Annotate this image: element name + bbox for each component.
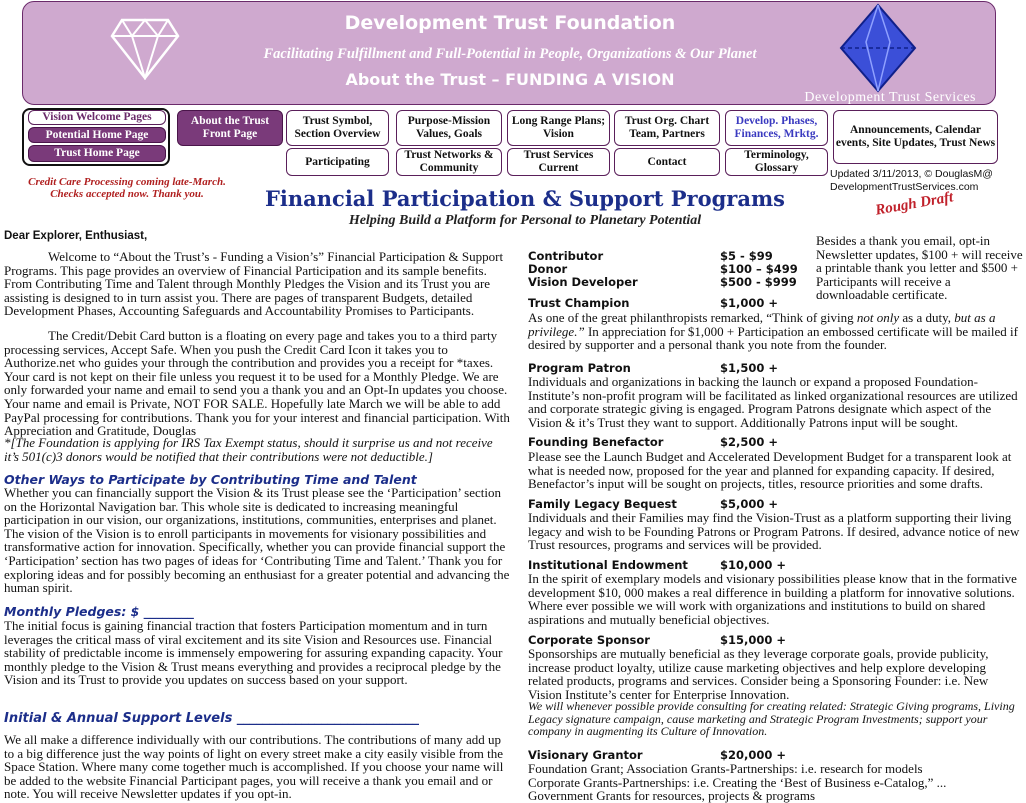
nav-announcements[interactable]: Announcements, Calendar events, Site Updates, Trust News — [833, 110, 998, 164]
nav-vision-welcome[interactable]: Vision Welcome Pages — [28, 110, 166, 125]
credit-paragraph: The Credit/Debit Card button is a floating on every page and takes you to a third party processing services, Accept Safe. When you push the Credit Card Icon it takes you to Authorize.net who guides your through the contribution and provides you a receipt for *taxes. Your card is not kept on their file unless you request it to be used for a Monthly Pledge. We are only forwarded your name and email to send you a thank you and an Opt-In updates you choose. Your name and email is Private, NOT FOR SALE. Hopefully late March we will be able to add PayPal processing for contributions. Thank you for your interest and financial participation. With Appreciation and Gratitude, Douglas — [4, 328, 510, 439]
level-vision-developer-amount: $500 - $999 — [720, 275, 797, 289]
level-champion-amount: $1,000 + — [720, 296, 779, 310]
nav-trust-symbol[interactable]: Trust Symbol, Section Overview — [286, 110, 389, 146]
level-benefactor-amount: $2,500 + — [720, 435, 779, 449]
benefit-side-note: Besides a thank you email, opt-in Newsletter updates, $100 + will receive a printable thank you letter and $500 + Participants will receive a downloadable certificate. — [816, 233, 1023, 303]
level-contributor: Contributor — [528, 249, 604, 263]
section-title: About the Trust – FUNDING A VISION — [345, 70, 675, 89]
level-sponsor-amount: $15,000 + — [720, 633, 787, 647]
level-grantor: Visionary Grantor — [528, 748, 643, 762]
level-family: Family Legacy Bequest — [528, 497, 677, 511]
heading-monthly: Monthly Pledges: $ ________ — [4, 604, 194, 619]
site-title: Development Trust Foundation — [344, 12, 676, 34]
level-grantor-amount: $20,000 + — [720, 748, 787, 762]
grantor-line: Foundation Grant; Association Grants-Partnerships: i.e. research for models — [528, 761, 923, 776]
sponsor-italic-text: We will whenever possible provide consulting for creating related: Strategic Giving programs, Living Legacy signature campaign, cause marketing and Strategic Program Investments; support your company in augmenting its Culture of Innovation. — [528, 699, 1015, 739]
nav-long-range[interactable]: Long Range Plans; Vision — [507, 110, 610, 146]
page-title: Financial Participation & Support Programs — [265, 186, 785, 211]
heading-initial-annual: Initial & Annual Support Levels ____________________________ — [4, 711, 419, 726]
level-patron: Program Patron — [528, 361, 631, 375]
salutation: Dear Explorer, Enthusiast, — [4, 230, 148, 242]
level-donor-amount: $100 – $499 — [720, 262, 798, 276]
credit-notice: Credit Care Processing coming late-March. Checks accepted now. Thank you. — [28, 176, 226, 200]
benefactor-text: Please see the Launch Budget and Accelerated Development Budget for a transparent look at what is needed now, proposed for the year and planned for expanding capacity. If desired, Benefactor’s input will be sought on projects, titles, resource priorities and some drafts. — [528, 449, 1012, 492]
site-subtitle: Facilitating Fulfillment and Full-Potential in People, Organizations & Our Planet — [263, 46, 757, 62]
nav-contact[interactable]: Contact — [614, 148, 720, 176]
rough-draft-stamp: Rough Draft — [874, 189, 955, 219]
level-endowment: Institutional Endowment — [528, 558, 688, 572]
nav-terminology[interactable]: Terminology, Glossary — [725, 148, 828, 176]
level-sponsor: Corporate Sponsor — [528, 633, 650, 647]
level-champion: Trust Champion — [528, 296, 630, 310]
level-contributor-amount: $5 - $99 — [720, 249, 773, 263]
endowment-text: In the spirit of exemplary models and visionary possibilities please know that in the formative development $10, 000 makes a real difference in building a platform for innovative solutions. Where ever possible we will work with organizations and institutions to build on shared aspirations and mutually beneficial objectives. — [528, 571, 1017, 627]
nav-trust-home[interactable]: Trust Home Page — [28, 145, 166, 162]
updated-note: Updated 3/11/2013, © DouglasM@ DevelopmentTrustServices.com — [830, 168, 993, 193]
level-benefactor: Founding Benefactor — [528, 435, 664, 449]
grantor-line: Corporate Grants-Partnerships: i.e. Creating the ‘Best of Business e-Catalog,” ... — [528, 775, 947, 790]
level-endowment-amount: $10,000 + — [720, 558, 787, 572]
level-vision-developer: Vision Developer — [528, 275, 638, 289]
nav-participating[interactable]: Participating — [286, 148, 389, 176]
family-text: Individuals and their Families may find the Vision-Trust as a platform supporting their living legacy and wish to be Founding Patrons or Program Patrons. If desired, advance notice of new Trust resources, programs and services will be provided. — [528, 510, 1020, 553]
sponsor-text: Sponsorships are mutually beneficial as they leverage corporate goals, provide publicity, increase product loyalty, utilize cause marketing objectives and help explore developing related products, programs and services. Consider being a Sponsoring Founder: i.e. New Vision Institute’s center for Enterprise Innovation. — [528, 646, 989, 702]
nav-potential-home[interactable]: Potential Home Page — [28, 127, 166, 143]
nav-trust-networks[interactable]: Trust Networks & Community — [396, 148, 502, 176]
grantor-line: Government Grants for resources, projects & programs — [528, 788, 815, 803]
nav-org-chart[interactable]: Trust Org. Chart Team, Partners — [614, 110, 720, 146]
nav-purpose-mission[interactable]: Purpose-Mission Values, Goals — [396, 110, 502, 146]
level-family-amount: $5,000 + — [720, 497, 779, 511]
services-brand: Development Trust Services — [804, 90, 976, 105]
level-donor: Donor — [528, 262, 568, 276]
page-tagline: Helping Build a Platform for Personal to Planetary Potential — [348, 213, 702, 228]
monthly-paragraph: The initial focus is gaining financial traction that fosters Participation momentum and in turn leverages the critical mass of viral excitement and its site Vision and Resources use. Financial stability of predictable income is immensely empowering for assuring expanding capacity. Your monthly pledge to the Vision & Trust means everything and provides a reciprocal pledge by the Vision and its Trust to provide you updates on success based on your support. — [4, 618, 503, 688]
level-patron-amount: $1,500 + — [720, 361, 779, 375]
patron-text: Individuals and organizations in backing the launch or expand a proposed Foundation-Institute’s non-profit program will be facilitated as linked organizational resources are utilized and corporate strategic giving is engaged. Program Patrons designate which aspect of the Vision & it’s Trust they want to support. Additionally Patrons input will be sought. — [528, 374, 1018, 430]
nav-trust-services[interactable]: Trust Services Current — [507, 148, 610, 176]
other-ways-paragraph: Whether you can financially support the Vision & its Trust please see the ‘Participation’ section on the Horizontal Navigation bar. This whole site is dedicated to increasing meaningful participation in our vision, our organizations, institutions, communities, enterprises and planet. The vision of the Vision is to enroll participants in movements for visionary possibilities and transformative action for innovation. Specifically, whether you can provide financial support the ‘Participation’ section has two pages of ideas for ‘Contributing Time and Talent.’ Thank you for exploring ideas and for possibly becoming an enthusiast for a greater potential and advancing the human spirit. — [4, 485, 510, 596]
heading-other-ways: Other Ways to Participate by Contributing Time and Talent — [4, 472, 417, 487]
initial-paragraph: We all make a difference individually with our contributions. The contributions of many add up to a big difference just the way points of light on every street make a city easily visible from the Space Station. Where many come together much is accomplished. If you choose your name will be added to the website Financial Participant pages, you will receive a thank you email and or note. You will receive Newsletter updates if you opt-in. — [4, 732, 504, 802]
intro-paragraph: Welcome to “About the Trust’s - Funding a Vision’s” Financial Participation & Support Programs. This page provides an overview of Financial Participation and its sample benefits. From Contributing Time and Talent through Monthly Pledges the Vision and its Trust you are assisting is designed to in turn assist you. There are pages of transparent Budgets, detailed Development Phases, Accounting Safeguards and Accountability Promises to Participants. — [4, 249, 504, 319]
nav-about-front[interactable]: About the Trust Front Page — [177, 110, 283, 146]
tax-note: *[The Foundation is applying for IRS Tax Exempt status, should it surprise us and not receive it’s 501(c)3 donors would be notified that their contributions were not deductible.] — [4, 435, 493, 464]
champion-text: As one of the great philanthropists remarked, “Think of giving not only as a duty, but as a privilege.” In appreciation for $1,000 + Participation an embossed certificate will be mailed if desired by supporter and a personal thank you note from the founder. — [528, 310, 1018, 353]
nav-develop-phases[interactable]: Develop. Phases, Finances, Mrktg. — [725, 110, 828, 146]
